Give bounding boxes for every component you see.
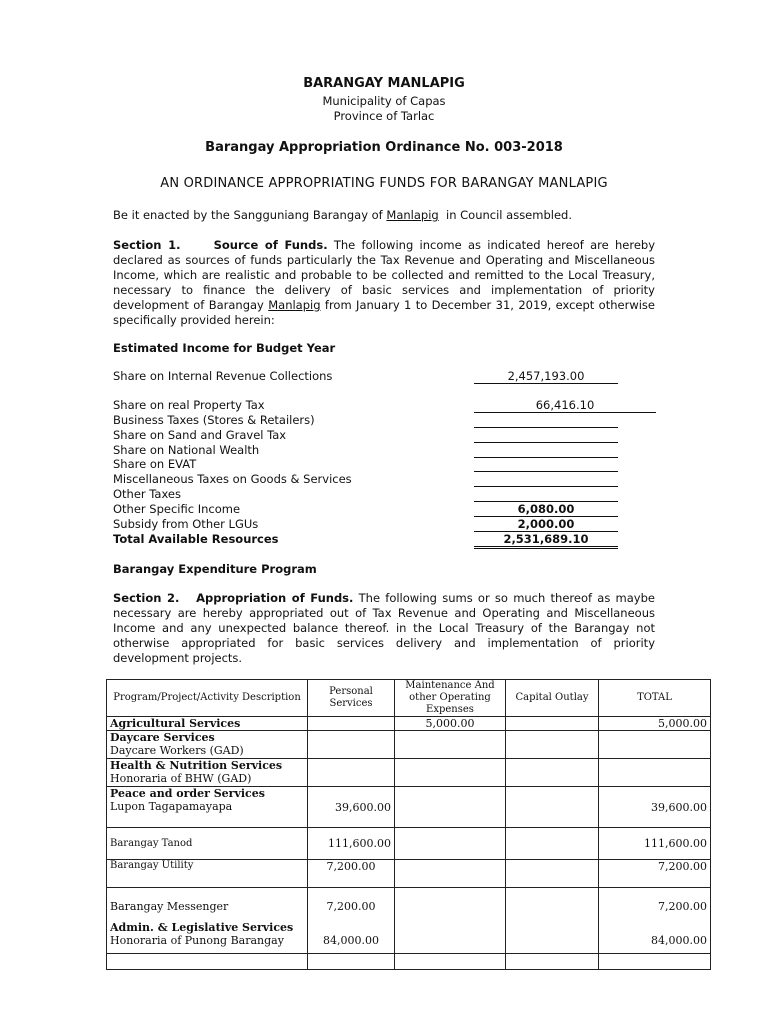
enactment-prefix: Be it enacted by the Sangguniang Barangay of: [113, 208, 387, 222]
section-1-place: Manlapig: [268, 298, 321, 312]
row-description: [107, 759, 308, 787]
section-subheading: Agricultural Services: [110, 717, 241, 730]
cell-mooe: [395, 787, 506, 828]
income-label: Share on Internal Revenue Collections: [113, 369, 333, 383]
personal-value: 7,200.00: [326, 900, 376, 913]
income-label: Share on real Property Tax: [113, 398, 265, 412]
income-amount: [474, 487, 618, 502]
cell-total: 39,600.00: [599, 787, 711, 828]
cell-mooe: [395, 954, 506, 970]
cell-mooe: [395, 731, 506, 759]
table-row: [107, 828, 711, 860]
row-description: [107, 888, 308, 954]
cell-personal: [308, 731, 395, 759]
ordinance-number: Barangay Appropriation Ordinance No. 003-2018: [205, 140, 563, 155]
enactment-clause: [113, 208, 572, 222]
table-header-row: [107, 680, 711, 717]
cell-capital: [506, 954, 599, 970]
cell-capital: [506, 888, 599, 954]
cell-capital: [506, 828, 599, 860]
income-amount: 66,416.10: [474, 398, 656, 413]
expenditure-program-heading: Barangay Expenditure Program: [113, 562, 317, 576]
expenditure-table: [106, 679, 711, 970]
row-desc-text: Daycare Workers (GAD): [110, 744, 244, 757]
income-label: Share on EVAT: [113, 457, 197, 471]
ordinance-title: AN ORDINANCE APPROPRIATING FUNDS FOR BARANGAY MANLAPIG: [160, 176, 608, 191]
cell-total: [599, 888, 711, 954]
barangay-name: BARANGAY MANLAPIG: [303, 76, 465, 91]
income-amount: [474, 413, 618, 428]
row-description: Barangay Utility: [107, 860, 308, 888]
municipality: Municipality of Capas: [322, 94, 446, 108]
table-row: [107, 731, 711, 759]
cell-capital: [506, 787, 599, 828]
cell-total: 7,200.00: [599, 860, 711, 888]
cell-personal: [308, 888, 395, 954]
section-1-label: Section 1. Source of Funds.: [113, 238, 328, 252]
row-desc-text: Barangay Messenger: [110, 900, 229, 913]
cell-personal: [308, 717, 395, 731]
col-header-personal: Personal Services: [308, 680, 395, 717]
cell-mooe: [395, 888, 506, 954]
col-header-mooe: Maintenance And other Operating Expenses: [395, 680, 506, 717]
row-desc-text: Lupon Tagapamayapa: [110, 800, 233, 813]
section-1-text-b: from January 1 to December 31, 2019, except otherwise specifically provided herein:: [113, 298, 655, 327]
cell-total: [599, 954, 711, 970]
cell-capital: [506, 860, 599, 888]
col-header-capital: Capital Outlay: [506, 680, 599, 717]
income-amount: [474, 443, 618, 458]
cell-mooe: [395, 860, 506, 888]
total-resources-label: Total Available Resources: [113, 532, 279, 546]
section-subheading: Daycare Services: [110, 731, 215, 744]
table-row: [107, 717, 711, 731]
income-label: Share on National Wealth: [113, 443, 260, 457]
personal-value: 84,000.00: [323, 934, 379, 947]
income-amount: 2,000.00: [474, 517, 618, 532]
cell-personal: [308, 759, 395, 787]
cell-personal: [308, 954, 395, 970]
row-desc-text: Honoraria of BHW (GAD): [110, 772, 252, 785]
section-2-paragraph: [113, 591, 655, 666]
cell-mooe: [395, 828, 506, 860]
row-description: [107, 954, 308, 970]
table-row: [107, 954, 711, 970]
total-resources-amount: 2,531,689.10: [474, 532, 618, 549]
col-header-program: Program/Project/Activity Description: [107, 680, 308, 717]
cell-capital: [506, 731, 599, 759]
income-label: Other Taxes: [113, 487, 181, 501]
income-amount: 6,080.00: [474, 502, 618, 517]
row-description: [107, 717, 308, 731]
income-amount: 2,457,193.00: [474, 369, 618, 384]
section-1-paragraph: [113, 238, 655, 328]
section-2-text: The following sums or so much thereof as maybe necessary are hereby appropriated out of Tax Revenue and Operating and Miscellaneous Income and any unexpected balance thereof. in the Local Treasury of the Barangay not otherwise appropriated for basic services delivery and implementation of priority development projects.: [113, 591, 655, 665]
table-row: [107, 860, 711, 888]
section-2-label: Section 2. Appropriation of Funds.: [113, 591, 354, 605]
row-description: [107, 787, 308, 828]
cell-total: [599, 731, 711, 759]
cell-personal: 7,200.00: [308, 860, 395, 888]
income-label: Subsidy from Other LGUs: [113, 517, 259, 531]
income-amount: [474, 457, 618, 472]
table-row: [107, 888, 711, 954]
cell-capital: [506, 759, 599, 787]
enactment-suffix: in Council assembled.: [438, 208, 572, 222]
section-subheading: Admin. & Legislative Services: [110, 921, 294, 934]
income-label: Business Taxes (Stores & Retailers): [113, 413, 315, 427]
section-1-text-a: The following income as indicated hereof are hereby declared as sources of funds particularly the Tax Revenue and Operating and Miscellaneous Income, which are realistic and probable to be collected and remitted to the Local Treasury, necessary to finance the delivery of basic services and implementation of priority development of Barangay: [113, 238, 655, 312]
cell-total: 111,600.00: [599, 828, 711, 860]
estimated-income-heading: Estimated Income for Budget Year: [113, 341, 336, 355]
cell-total: [599, 759, 711, 787]
enactment-place: Manlapig: [386, 208, 439, 222]
province: Province of Tarlac: [333, 109, 435, 123]
total-value: 7,200.00: [658, 900, 707, 913]
table-row: [107, 787, 711, 828]
row-desc-text: Honoraria of Punong Barangay: [110, 934, 284, 947]
table-row: [107, 759, 711, 787]
row-description: Barangay Tanod: [107, 828, 308, 860]
cell-mooe: 5,000.00: [395, 717, 506, 731]
total-value: 84,000.00: [651, 934, 707, 947]
col-header-total: TOTAL: [599, 680, 711, 717]
income-amount: [474, 428, 618, 443]
section-subheading: Health & Nutrition Services: [110, 759, 283, 772]
income-label: Share on Sand and Gravel Tax: [113, 428, 287, 442]
cell-personal: 111,600.00: [308, 828, 395, 860]
cell-personal: 39,600.00: [308, 787, 395, 828]
row-description: [107, 731, 308, 759]
cell-mooe: [395, 759, 506, 787]
cell-total: 5,000.00: [599, 717, 711, 731]
income-label: Other Specific Income: [113, 502, 241, 516]
income-amount: [474, 472, 618, 487]
cell-capital: [506, 717, 599, 731]
income-label: Miscellaneous Taxes on Goods & Services: [113, 472, 352, 486]
section-subheading: Peace and order Services: [110, 787, 265, 800]
